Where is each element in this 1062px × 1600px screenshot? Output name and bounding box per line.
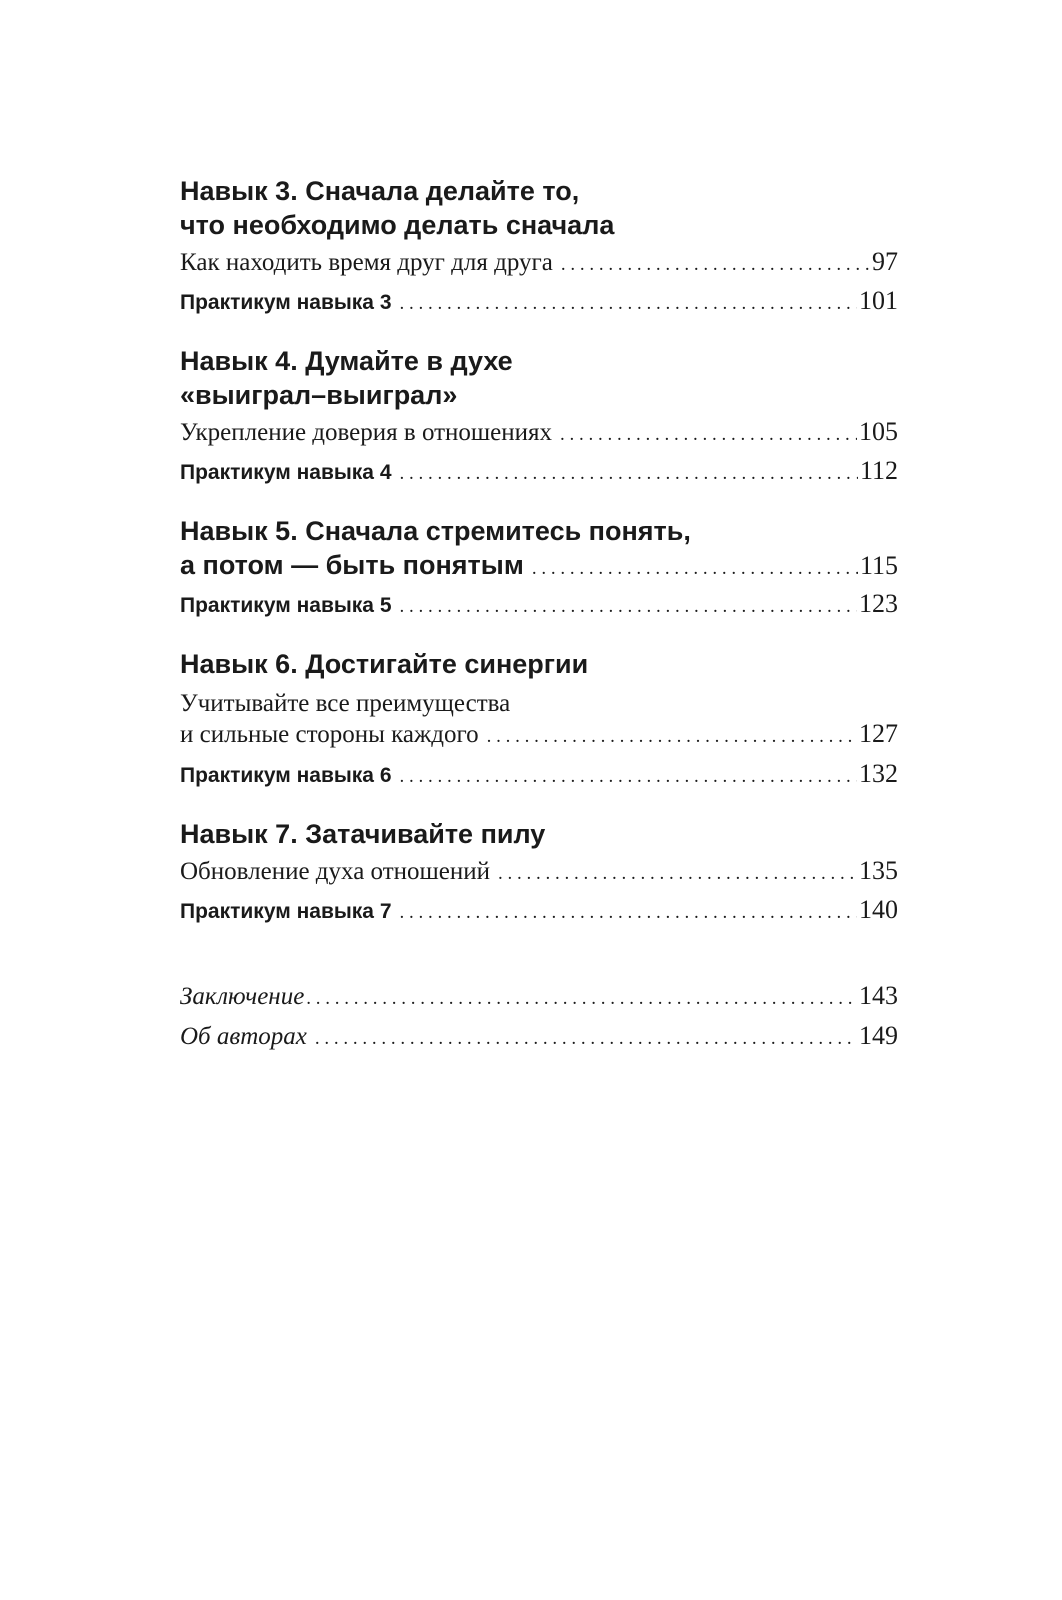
toc-entry-page: 132 — [859, 759, 898, 788]
toc-entry[interactable] — [180, 892, 898, 931]
dot-leader — [487, 720, 857, 752]
dot-leader — [560, 415, 857, 453]
toc-entry-page: 143 — [859, 981, 898, 1010]
section-heading — [180, 174, 898, 242]
section-heading — [180, 344, 898, 412]
dot-leader — [400, 455, 858, 492]
dot-leader — [306, 978, 857, 1017]
section-heading — [180, 647, 898, 681]
section-heading — [180, 817, 898, 851]
toc-entry-title: Заключение — [180, 983, 305, 1010]
toc-section-skill-3 — [180, 174, 898, 322]
heading-line: Навык 7. Затачивайте пилу — [180, 819, 546, 849]
toc-entry-title-line: Учитывайте все преимущества — [180, 690, 511, 717]
toc-entry-title: Практикум навыка 6 — [180, 764, 392, 787]
dot-leader — [561, 245, 870, 283]
toc-entry-title: Как находить время друг для друга — [180, 249, 553, 276]
toc-entry-title: Обновление духа отношений — [180, 858, 490, 885]
toc-entry-page: 105 — [859, 417, 898, 446]
toc-entry-title: Практикум навыка 3 — [180, 291, 392, 314]
toc-section-skill-4 — [180, 344, 898, 492]
toc-entry-page: 135 — [859, 856, 898, 885]
dot-leader — [315, 1018, 857, 1057]
dot-leader — [400, 894, 858, 931]
dot-leader — [532, 548, 858, 586]
toc-entry-title: Практикум навыка 7 — [180, 900, 392, 923]
toc-entry-page: 101 — [859, 286, 898, 315]
heading-line: Навык 3. Сначала делайте то, — [180, 176, 580, 206]
toc-entry[interactable] — [180, 283, 898, 322]
toc-entry-page: 127 — [859, 719, 898, 748]
toc-section-skill-7 — [180, 817, 898, 931]
toc-entry-title: Укрепление доверия в отношениях — [180, 419, 553, 446]
toc-entry-title-line: и сильные стороны каждого — [180, 721, 479, 748]
toc-end-matter — [180, 977, 898, 1057]
toc-entry[interactable] — [180, 756, 898, 795]
toc-entry[interactable] — [180, 244, 898, 283]
toc-entry-title: Об авторах — [180, 1023, 307, 1050]
toc-entry-page: 140 — [859, 895, 898, 924]
toc-entry-title: Практикум навыка 5 — [180, 594, 392, 617]
toc-entry-page: 97 — [872, 247, 898, 276]
dot-leader — [400, 588, 858, 625]
toc-heading-entry[interactable] — [180, 548, 898, 586]
toc-entry-title: Практикум навыка 4 — [180, 461, 392, 484]
toc-entry[interactable] — [180, 586, 898, 625]
table-of-contents — [180, 174, 898, 1057]
toc-entry-page: 123 — [859, 589, 898, 618]
toc-entry[interactable] — [180, 453, 898, 492]
dot-leader — [498, 854, 857, 892]
toc-entry[interactable] — [180, 414, 898, 453]
toc-entry-page: 149 — [859, 1021, 898, 1050]
toc-section-skill-6 — [180, 647, 898, 795]
heading-line: Навык 4. Думайте в духе — [180, 346, 513, 376]
heading-line: Навык 5. Сначала стремитесь понять, — [180, 516, 691, 546]
heading-line: Навык 6. Достигайте синергии — [180, 649, 589, 679]
heading-line: что необходимо делать сначала — [180, 210, 615, 240]
heading-line: а потом — быть понятым — [180, 550, 524, 580]
toc-section-skill-5 — [180, 514, 898, 625]
toc-entry-about-authors[interactable] — [180, 1017, 898, 1057]
toc-entry[interactable] — [180, 853, 898, 892]
toc-entry[interactable] — [180, 719, 898, 752]
toc-entry-conclusion[interactable] — [180, 977, 898, 1017]
section-heading — [180, 514, 898, 548]
toc-entry-page: 115 — [859, 551, 898, 580]
dot-leader — [400, 758, 858, 795]
toc-entry-page: 112 — [859, 456, 898, 485]
heading-line: «выиграл–выиграл» — [180, 380, 458, 410]
dot-leader — [400, 285, 858, 322]
